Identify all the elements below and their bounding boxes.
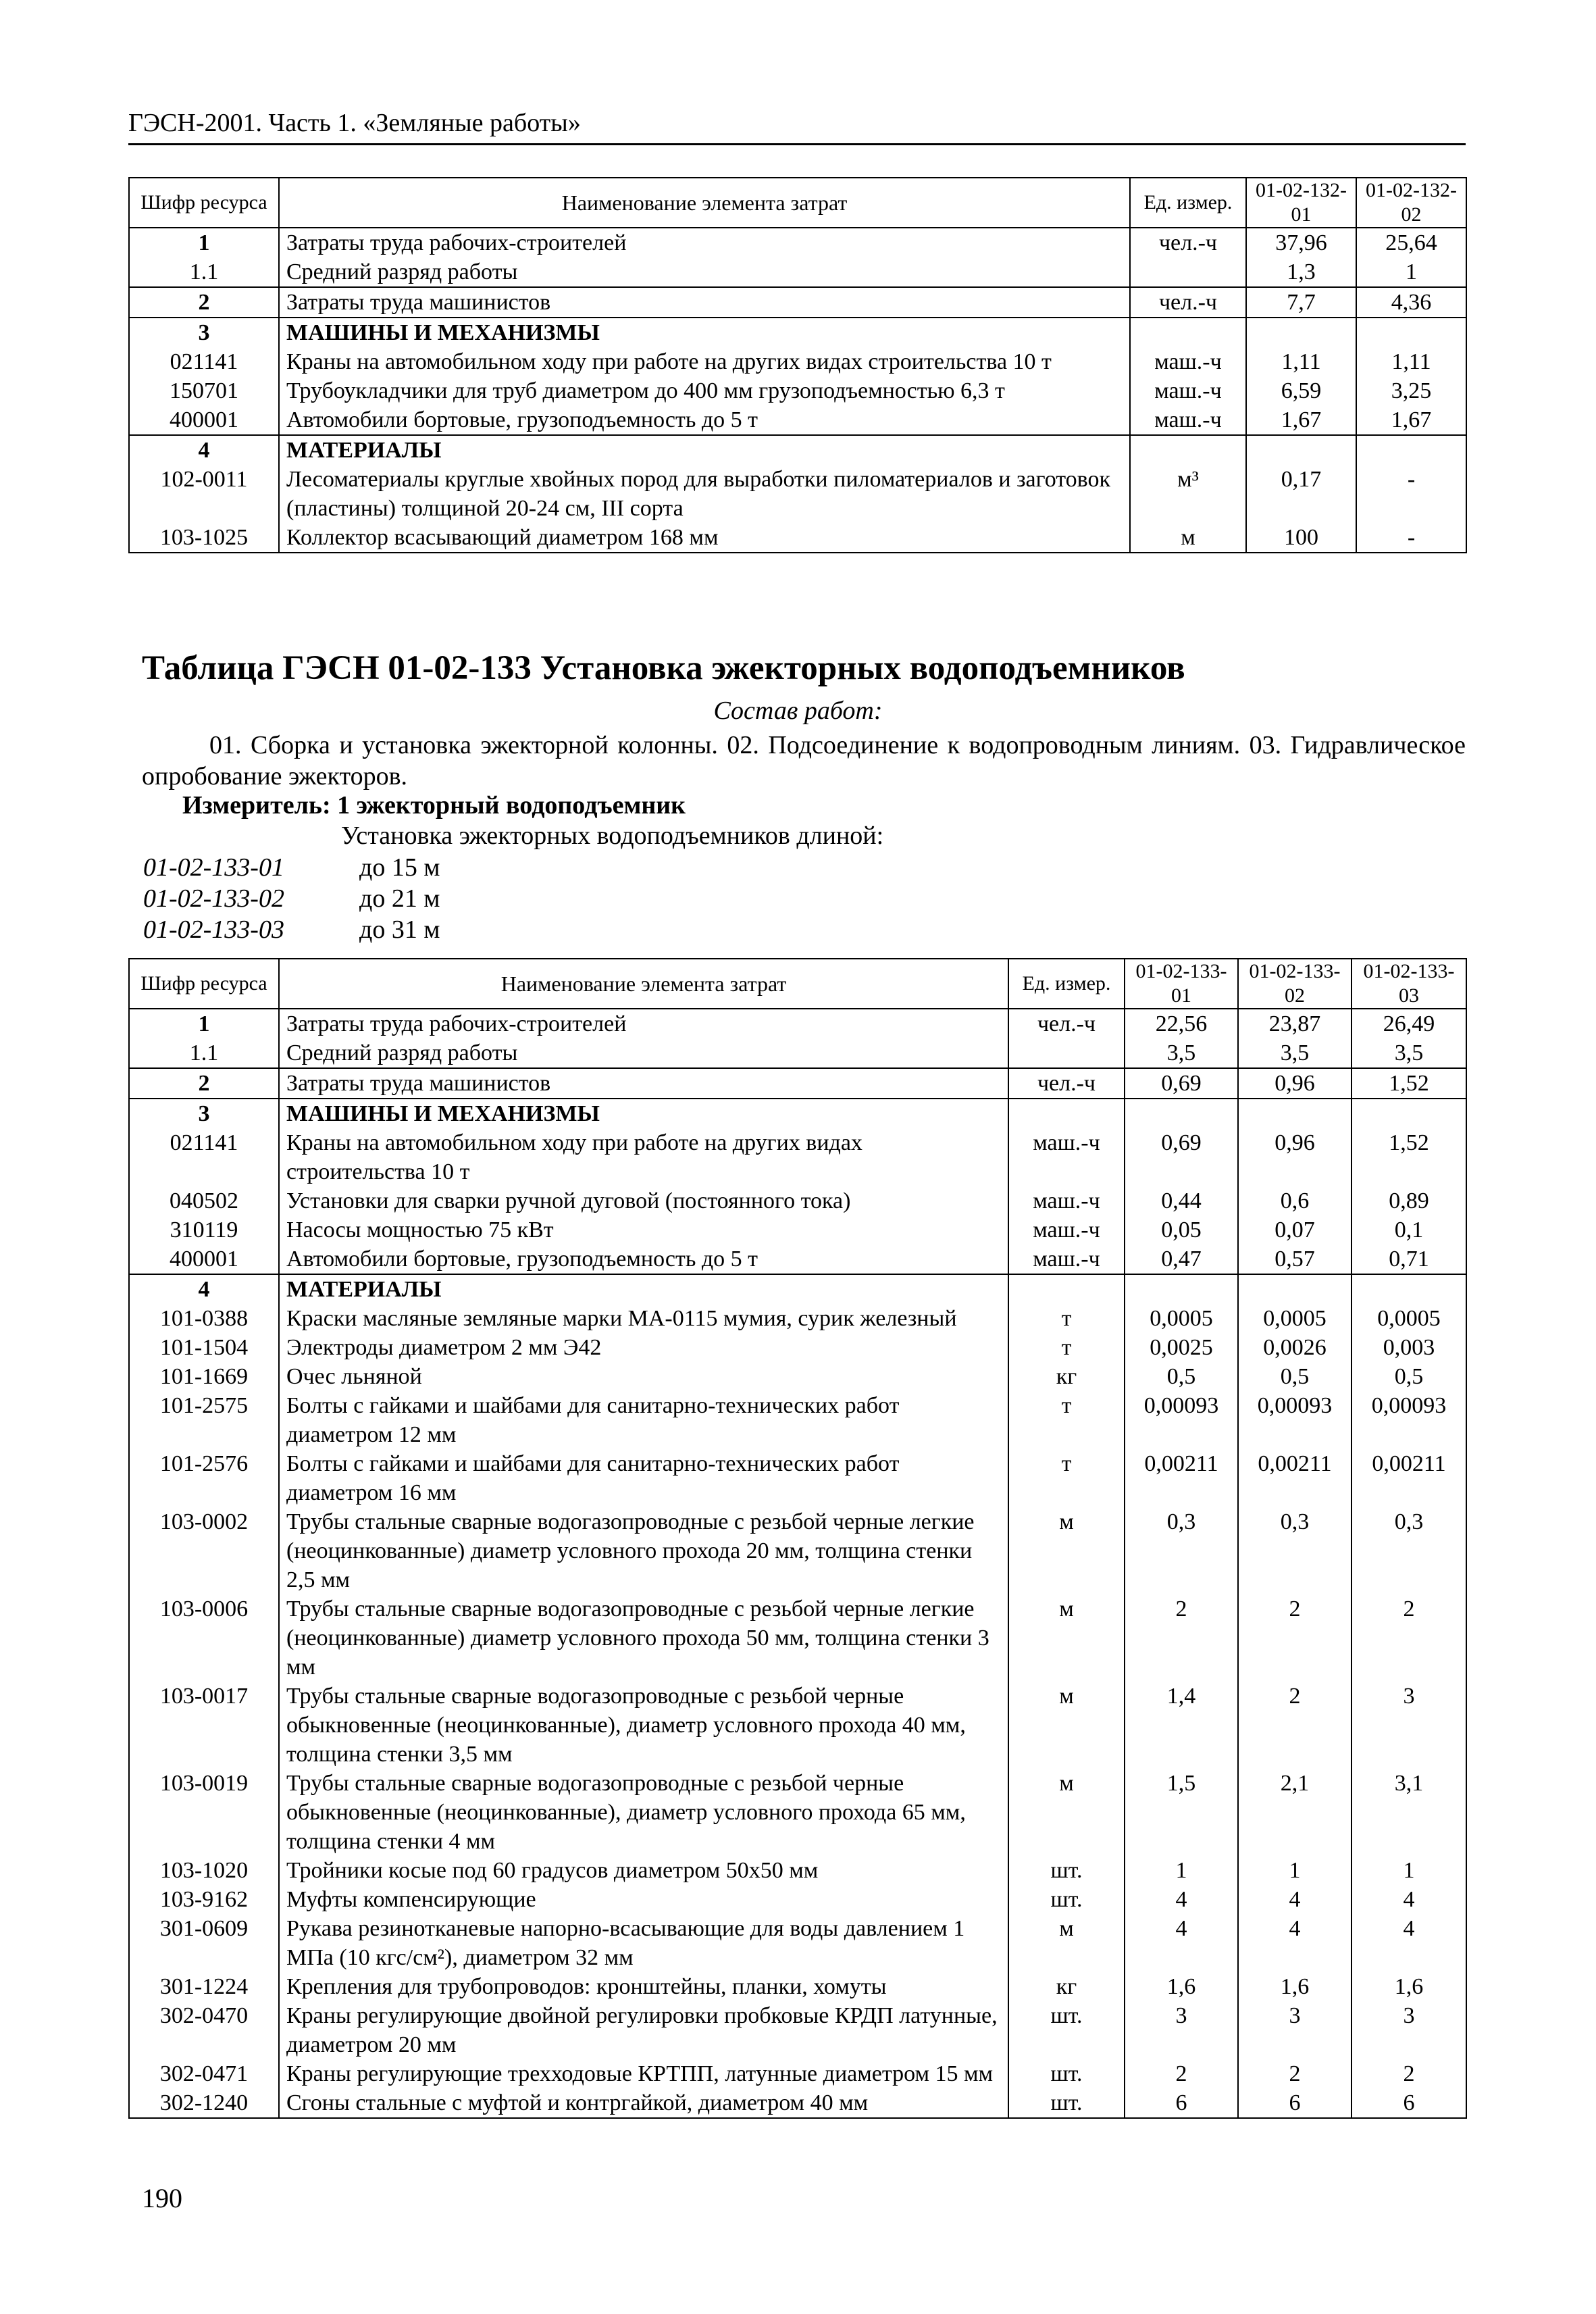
cell-value-2: 0,0026 [1238,1333,1352,1362]
cell-value-2 [1238,1274,1352,1304]
cell-value-2: 6 [1238,2088,1352,2118]
cell-unit: шт. [1008,1856,1125,1885]
section-row [129,1099,1466,1128]
cell-unit: кг [1008,1972,1125,2001]
cell-code: 150701 [129,376,279,405]
header-col2: 01-02-132-02 [1356,178,1466,228]
cell-code: 103-1020 [129,1856,279,1885]
cell-value-2 [1238,1099,1352,1128]
table-row [129,1333,1466,1362]
variant-row [143,884,440,913]
table-row [129,1507,1466,1594]
cell-code: 1.1 [129,1038,279,1068]
table-row [129,1128,1466,1186]
table-row [129,1594,1466,1682]
header-code: Шифр ресурса [129,959,279,1009]
cell-unit [1130,435,1246,465]
cell-value-1: 7,7 [1246,287,1356,318]
table-row [129,2059,1466,2088]
cell-value-2: 3,25 [1356,376,1466,405]
cell-name: Электроды диаметром 2 мм Э42 [279,1333,1008,1362]
cell-name: Краны регулирующие двойной регулировки пробковые КРДП латунные, диаметром 20 мм [279,2001,1008,2059]
cell-name: Краны на автомобильном ходу при работе на других видах строительства 10 т [279,1128,1008,1186]
table-row [129,523,1466,553]
cell-name: Затраты труда рабочих-строителей [279,1009,1008,1038]
cell-code: 302-1240 [129,2088,279,2118]
cell-code: 1.1 [129,257,279,287]
cell-value-1: 0,69 [1125,1068,1238,1099]
cell-value-1: 22,56 [1125,1009,1238,1038]
resource-table-132 [128,177,1467,553]
cell-unit [1130,257,1246,287]
cell-value-1: 2 [1125,1594,1238,1682]
cell-value-3: 4 [1352,1914,1466,1972]
header-unit: Ед. измер. [1008,959,1125,1009]
variants-intro: Установка эжекторных водоподъемников длиной: [341,822,884,850]
cell-unit: маш.-ч [1130,405,1246,435]
cell-name: Тройники косые под 60 градусов диаметром 50х50 мм [279,1856,1008,1885]
cell-code: 101-1504 [129,1333,279,1362]
cell-code: 3 [129,1099,279,1128]
cell-unit: м [1130,523,1246,553]
cell-unit: маш.-ч [1008,1186,1125,1215]
cell-name: Затраты труда машинистов [279,287,1130,318]
cell-value-1: 0,05 [1125,1215,1238,1244]
header-name: Наименование элемента затрат [279,959,1008,1009]
cell-value-3: 0,003 [1352,1333,1466,1362]
cell-value-3 [1352,1274,1466,1304]
cell-value-1: 0,69 [1125,1128,1238,1186]
table-title: Таблица ГЭСН 01-02-133 Установка эжекторных водоподъемников [142,649,1185,687]
cell-value-1: 100 [1246,523,1356,553]
cell-name: МАТЕРИАЛЫ [279,1274,1008,1304]
cell-name: Коллектор всасывающий диаметром 168 мм [279,523,1130,553]
cell-unit: т [1008,1304,1125,1333]
cell-value-3 [1352,1099,1466,1128]
cell-name: Сгоны стальные с муфтой и контргайкой, диаметром 40 мм [279,2088,1008,2118]
cell-unit [1008,1038,1125,1068]
cell-code: 301-0609 [129,1914,279,1972]
cell-value-1: 0,17 [1246,465,1356,523]
cell-name: Рукава резинотканевые напорно-всасывающие для воды давлением 1 МПа (10 кгс/см²), диаметром 32 мм [279,1914,1008,1972]
cell-name: МАТЕРИАЛЫ [279,435,1130,465]
cell-value-2: 2 [1238,1682,1352,1769]
cell-unit: м [1008,1914,1125,1972]
table-row [129,1068,1466,1099]
cell-value-1: 1 [1125,1856,1238,1885]
cell-name: Средний разряд работы [279,1038,1008,1068]
cell-unit: кг [1008,1362,1125,1391]
cell-value-1 [1246,318,1356,347]
cell-value-3: 26,49 [1352,1009,1466,1038]
cell-value-1: 1,6 [1125,1972,1238,2001]
table-row [129,1186,1466,1215]
header-code: Шифр ресурса [129,178,279,228]
cell-value-2: - [1356,465,1466,523]
variant-code: 01-02-133-02 [143,884,284,913]
variant-desc: до 15 м [359,853,440,882]
table-row [129,1769,1466,1856]
cell-value-3: 4 [1352,1885,1466,1914]
cell-value-3: 3,1 [1352,1769,1466,1856]
table-header-row [129,178,1466,228]
section-row [129,435,1466,465]
cell-code: 102-0011 [129,465,279,523]
table-row [129,1244,1466,1274]
cell-name: МАШИНЫ И МЕХАНИЗМЫ [279,1099,1008,1128]
cell-unit: т [1008,1333,1125,1362]
cell-value-1: 3,5 [1125,1038,1238,1068]
cell-unit: маш.-ч [1008,1128,1125,1186]
header-col1: 01-02-133-01 [1125,959,1238,1009]
cell-value-1: 1,11 [1246,347,1356,376]
cell-value-1 [1125,1099,1238,1128]
table-row [129,1885,1466,1914]
header-unit: Ед. измер. [1130,178,1246,228]
cell-unit: м [1008,1682,1125,1769]
cell-value-2: 1,67 [1356,405,1466,435]
cell-value-1: 0,5 [1125,1362,1238,1391]
cell-value-2: 1,11 [1356,347,1466,376]
cell-name: МАШИНЫ И МЕХАНИЗМЫ [279,318,1130,347]
cell-value-2: 1,6 [1238,1972,1352,2001]
table-row [129,405,1466,435]
header-col1: 01-02-132-01 [1246,178,1356,228]
table-row [129,1215,1466,1244]
cell-value-2: 25,64 [1356,228,1466,257]
cell-name: Болты с гайками и шайбами для санитарно-технических работ диаметром 16 мм [279,1449,1008,1507]
cell-unit: чел.-ч [1130,228,1246,257]
cell-value-2: 0,5 [1238,1362,1352,1391]
cell-value-2: 3,5 [1238,1038,1352,1068]
cell-value-2: 0,0005 [1238,1304,1352,1333]
cell-value-3: 3 [1352,2001,1466,2059]
cell-value-1: 2 [1125,2059,1238,2088]
section-row [129,318,1466,347]
cell-value-2: 2 [1238,2059,1352,2088]
cell-value-1: 37,96 [1246,228,1356,257]
cell-code: 103-9162 [129,1885,279,1914]
cell-value-3: 2 [1352,1594,1466,1682]
variant-row [143,915,440,945]
cell-unit: маш.-ч [1008,1244,1125,1274]
cell-value-2: 2,1 [1238,1769,1352,1856]
cell-value-2: 2 [1238,1594,1352,1682]
cell-value-1: 0,0005 [1125,1304,1238,1333]
table-row [129,1304,1466,1333]
table-row [129,1972,1466,2001]
cell-code: 103-1025 [129,523,279,553]
cell-value-3: 0,3 [1352,1507,1466,1594]
variant-desc: до 31 м [359,915,440,944]
cell-name: Болты с гайками и шайбами для санитарно-технических работ диаметром 12 мм [279,1391,1008,1449]
cell-value-2: 0,00211 [1238,1449,1352,1507]
cell-name: Краны на автомобильном ходу при работе на других видах строительства 10 т [279,347,1130,376]
cell-name: Трубы стальные сварные водогазопроводные с резьбой черные легкие (неоцинкованные) диаметр условного прохода 20 мм, толщина стенки 2,5 мм [279,1507,1008,1594]
cell-value-3: 0,89 [1352,1186,1466,1215]
cell-name: Муфты компенсирующие [279,1885,1008,1914]
cell-unit: шт. [1008,2001,1125,2059]
work-composition-heading: Состав работ: [713,697,883,725]
cell-value-1: 1,3 [1246,257,1356,287]
cell-value-3: 0,00211 [1352,1449,1466,1507]
cell-value-1: 1,4 [1125,1682,1238,1769]
table-row [129,1682,1466,1769]
table-row [129,1009,1466,1038]
cell-unit: чел.-ч [1130,287,1246,318]
cell-value-1: 6 [1125,2088,1238,2118]
header-col3: 01-02-133-03 [1352,959,1466,1009]
cell-value-2: 4 [1238,1914,1352,1972]
table-row [129,1038,1466,1068]
running-header: ГЭСН-2001. Часть 1. «Земляные работы» [128,108,1466,145]
cell-name: Крепления для трубопроводов: кронштейны, планки, хомуты [279,1972,1008,2001]
cell-value-2: 23,87 [1238,1009,1352,1038]
cell-value-1: 0,47 [1125,1244,1238,1274]
cell-unit: т [1008,1391,1125,1449]
cell-code: 103-0019 [129,1769,279,1856]
table-row [129,287,1466,318]
cell-unit: маш.-ч [1130,376,1246,405]
cell-unit: т [1008,1449,1125,1507]
table-row [129,1362,1466,1391]
cell-code: 101-1669 [129,1362,279,1391]
cell-name: Очес льняной [279,1362,1008,1391]
cell-code: 101-2575 [129,1391,279,1449]
cell-value-3: 0,1 [1352,1215,1466,1244]
variant-code: 01-02-133-03 [143,915,284,944]
cell-code: 103-0002 [129,1507,279,1594]
cell-value-2: 4,36 [1356,287,1466,318]
table-body [129,1009,1466,2118]
cell-code: 021141 [129,347,279,376]
cell-unit: маш.-ч [1008,1215,1125,1244]
cell-value-3: 6 [1352,2088,1466,2118]
cell-unit [1130,318,1246,347]
table-row [129,228,1466,257]
cell-value-2 [1356,318,1466,347]
cell-value-2: 0,00093 [1238,1391,1352,1449]
cell-code: 103-0006 [129,1594,279,1682]
cell-name: Автомобили бортовые, грузоподъемность до 5 т [279,405,1130,435]
table-row [129,376,1466,405]
cell-value-2: 1 [1356,257,1466,287]
header-name: Наименование элемента затрат [279,178,1130,228]
cell-code: 101-0388 [129,1304,279,1333]
table-row [129,1391,1466,1449]
cell-value-2: 0,96 [1238,1068,1352,1099]
cell-unit [1008,1099,1125,1128]
table-row [129,1449,1466,1507]
variant-row [143,853,440,882]
variant-code: 01-02-133-01 [143,853,284,882]
cell-code: 4 [129,1274,279,1304]
cell-name: Трубы стальные сварные водогазопроводные с резьбой черные обыкновенные (неоцинкованные), диаметр условного прохода 65 мм, толщина стенки 4 мм [279,1769,1008,1856]
cell-code: 310119 [129,1215,279,1244]
cell-value-2: 1 [1238,1856,1352,1885]
cell-value-1: 0,00093 [1125,1391,1238,1449]
table-row [129,257,1466,287]
header-col2: 01-02-133-02 [1238,959,1352,1009]
cell-code: 400001 [129,405,279,435]
cell-value-1: 0,3 [1125,1507,1238,1594]
cell-value-2 [1356,435,1466,465]
cell-name: Трубоукладчики для труб диаметром до 400 мм грузоподъемностью 6,3 т [279,376,1130,405]
cell-value-1: 3 [1125,2001,1238,2059]
cell-value-3: 1,52 [1352,1128,1466,1186]
cell-name: Краски масляные земляные марки МА-0115 мумия, сурик железный [279,1304,1008,1333]
table-row [129,465,1466,523]
cell-name: Затраты труда рабочих-строителей [279,228,1130,257]
cell-value-3: 1,52 [1352,1068,1466,1099]
cell-code: 400001 [129,1244,279,1274]
cell-value-1 [1246,435,1356,465]
cell-unit: шт. [1008,2059,1125,2088]
cell-value-2: 0,07 [1238,1215,1352,1244]
measure-unit: Измеритель: 1 эжекторный водоподъемник [182,791,686,820]
cell-unit: чел.-ч [1008,1068,1125,1099]
cell-value-2: - [1356,523,1466,553]
cell-unit: шт. [1008,1885,1125,1914]
cell-value-3: 1 [1352,1856,1466,1885]
cell-value-3: 0,71 [1352,1244,1466,1274]
cell-unit: м [1008,1769,1125,1856]
cell-name: Лесоматериалы круглые хвойных пород для выработки пиломатериалов и заготовок (пластины) толщиной 20-24 см, III сорта [279,465,1130,523]
section-row [129,1274,1466,1304]
cell-unit: м [1008,1507,1125,1594]
cell-code: 1 [129,1009,279,1038]
table-row [129,2088,1466,2118]
cell-code: 2 [129,1068,279,1099]
work-composition-text: 01. Сборка и установка эжекторной колонны. 02. Подсоединение к водопроводным линиям. 03. Гидравлическое опробование эжекторов. [142,731,1466,790]
cell-value-1: 6,59 [1246,376,1356,405]
cell-code: 040502 [129,1186,279,1215]
cell-name: Краны регулирующие трехходовые КРТПП, латунные диаметром 15 мм [279,2059,1008,2088]
cell-value-3: 3,5 [1352,1038,1466,1068]
cell-value-1 [1125,1274,1238,1304]
cell-name: Насосы мощностью 75 кВт [279,1215,1008,1244]
cell-code: 2 [129,287,279,318]
table-header-row [129,959,1466,1009]
cell-unit: м [1008,1594,1125,1682]
cell-value-2: 0,57 [1238,1244,1352,1274]
cell-value-1: 0,00211 [1125,1449,1238,1507]
cell-name: Средний разряд работы [279,257,1130,287]
cell-code: 302-0470 [129,2001,279,2059]
cell-code: 1 [129,228,279,257]
cell-code: 302-0471 [129,2059,279,2088]
cell-name: Автомобили бортовые, грузоподъемность до 5 т [279,1244,1008,1274]
cell-unit: шт. [1008,2088,1125,2118]
cell-code: 021141 [129,1128,279,1186]
cell-value-2: 0,6 [1238,1186,1352,1215]
cell-value-3: 0,0005 [1352,1304,1466,1333]
cell-code: 4 [129,435,279,465]
cell-code: 103-0017 [129,1682,279,1769]
resource-table-133 [128,958,1467,2119]
cell-code: 101-2576 [129,1449,279,1507]
cell-value-2: 0,96 [1238,1128,1352,1186]
cell-unit [1008,1274,1125,1304]
page-number: 190 [142,2183,182,2213]
table-body [129,228,1466,553]
cell-value-3: 0,00093 [1352,1391,1466,1449]
table-row [129,1856,1466,1885]
cell-value-1: 4 [1125,1914,1238,1972]
cell-value-3: 0,5 [1352,1362,1466,1391]
cell-value-2: 3 [1238,2001,1352,2059]
cell-code: 301-1224 [129,1972,279,2001]
table-row [129,1914,1466,1972]
cell-unit: чел.-ч [1008,1009,1125,1038]
cell-value-2: 4 [1238,1885,1352,1914]
variant-desc: до 21 м [359,884,440,913]
cell-name: Трубы стальные сварные водогазопроводные с резьбой черные обыкновенные (неоцинкованные), диаметр условного прохода 40 мм, толщина стенки 3,5 мм [279,1682,1008,1769]
cell-value-3: 2 [1352,2059,1466,2088]
cell-value-2: 0,3 [1238,1507,1352,1594]
table-row [129,347,1466,376]
cell-value-1: 0,44 [1125,1186,1238,1215]
cell-value-1: 1,67 [1246,405,1356,435]
cell-name: Трубы стальные сварные водогазопроводные с резьбой черные легкие (неоцинкованные) диаметр условного прохода 50 мм, толщина стенки 3 мм [279,1594,1008,1682]
cell-unit: м³ [1130,465,1246,523]
table-row [129,2001,1466,2059]
cell-value-1: 1,5 [1125,1769,1238,1856]
cell-value-1: 4 [1125,1885,1238,1914]
cell-code: 3 [129,318,279,347]
cell-unit: маш.-ч [1130,347,1246,376]
cell-value-3: 3 [1352,1682,1466,1769]
cell-value-3: 1,6 [1352,1972,1466,2001]
cell-name: Установки для сварки ручной дуговой (постоянного тока) [279,1186,1008,1215]
cell-name: Затраты труда машинистов [279,1068,1008,1099]
cell-value-1: 0,0025 [1125,1333,1238,1362]
